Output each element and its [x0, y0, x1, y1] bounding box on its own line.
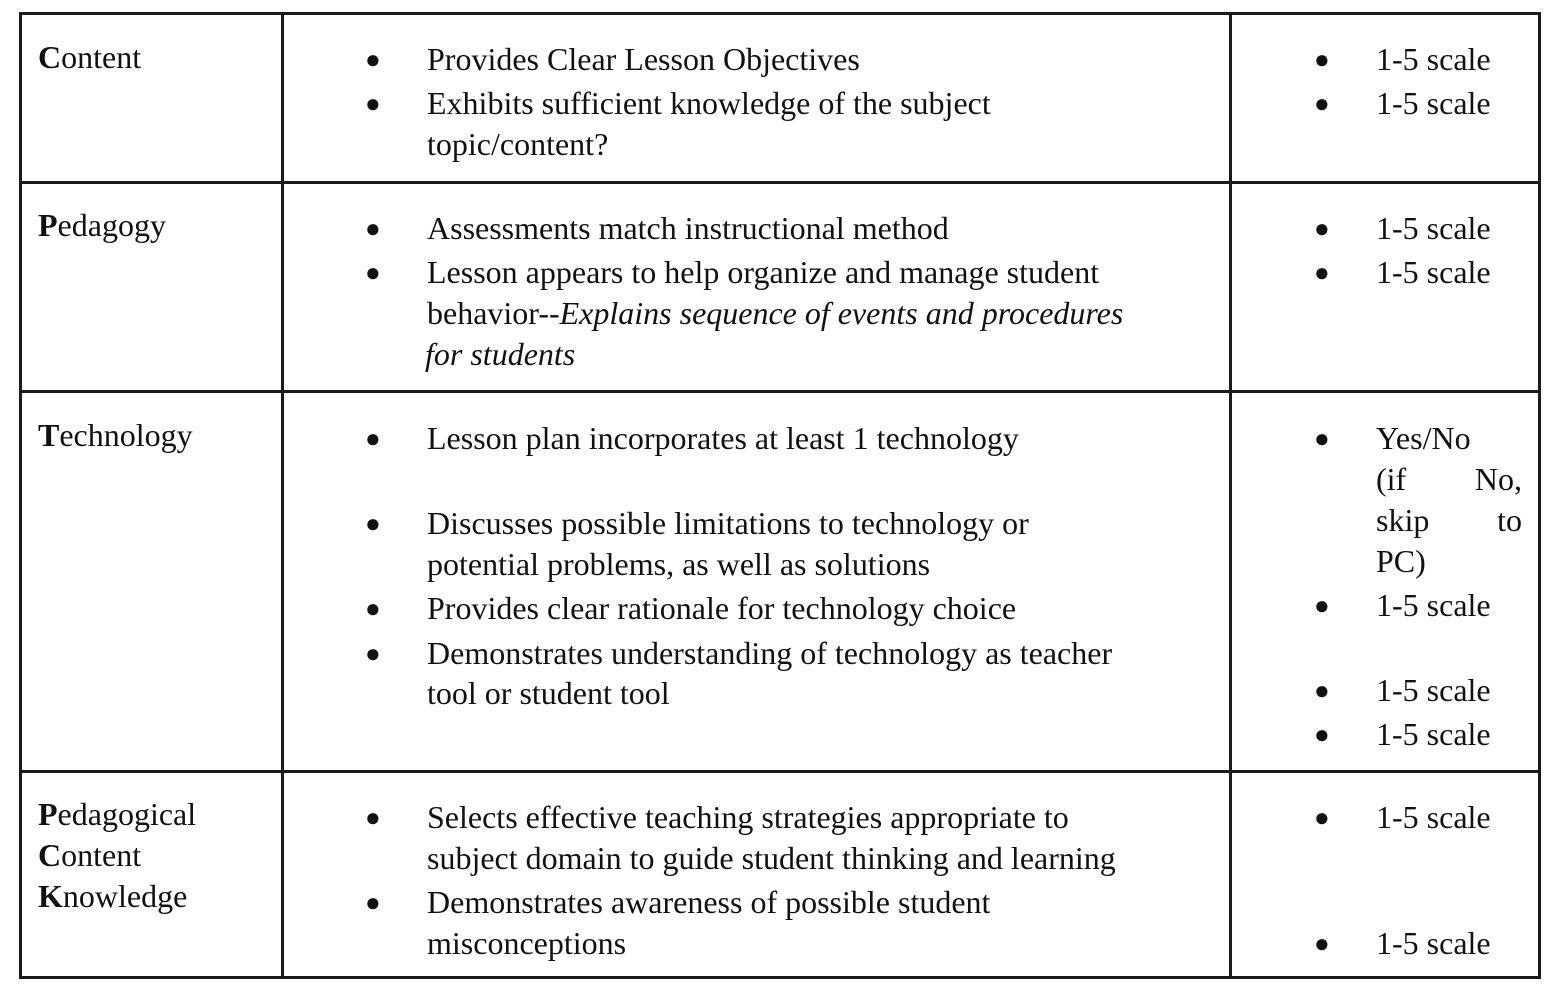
category-pedagogy: [38, 205, 278, 246]
scale-label: 1-5 scale: [1376, 85, 1491, 121]
bullet-icon: ●: [365, 639, 381, 668]
criterion: Lesson appears to help organize and manage student: [427, 254, 1100, 290]
criterion: Provides Clear Lesson Objectives: [427, 41, 860, 77]
category-technology: [38, 415, 278, 456]
bullet-icon: ●: [1314, 676, 1330, 705]
row-divider: [22, 770, 1538, 773]
scale-note: [1376, 459, 1522, 500]
bullet-icon: ●: [365, 803, 381, 832]
criterion: Selects effective teaching strategies appropriate to: [427, 799, 1069, 835]
bullet-icon: ●: [1314, 424, 1330, 453]
scale-note: PC): [1376, 543, 1426, 579]
bullet-icon: ●: [365, 45, 381, 74]
bullet-icon: ●: [365, 424, 381, 453]
bullet-icon: ●: [365, 509, 381, 538]
category-content: [38, 37, 278, 78]
scale-label: 1-5 scale: [1376, 925, 1491, 961]
scale-label: 1-5 scale: [1376, 672, 1491, 708]
bullet-icon: ●: [1314, 929, 1330, 958]
bullet-icon: ●: [365, 888, 381, 917]
category-line: [38, 835, 278, 876]
bullet-icon: ●: [1314, 45, 1330, 74]
scale-label: 1-5 scale: [1376, 716, 1491, 752]
row-divider: [22, 390, 1538, 393]
bullet-icon: ●: [1314, 803, 1330, 832]
category-line: [38, 794, 278, 835]
scale-label: 1-5 scale: [1376, 587, 1491, 623]
criterion-continued: subject domain to guide student thinking and learning: [427, 840, 1116, 876]
category-initial: K: [38, 878, 63, 914]
scale-label: 1-5 scale: [1376, 254, 1491, 290]
note-word: (if: [1376, 461, 1407, 497]
criterion-continued: potential problems, as well as solutions: [427, 546, 931, 582]
bullet-icon: ●: [365, 214, 381, 243]
criterion-italic: for students: [425, 336, 576, 372]
category-rest: nowledge: [62, 878, 188, 914]
criterion-continued: [427, 293, 1123, 334]
bullet-icon: ●: [1314, 89, 1330, 118]
category-rest: ontent: [61, 837, 142, 873]
criterion-italic: Explains sequence of events and procedures: [559, 295, 1124, 331]
scale-note: [1376, 500, 1522, 541]
bullet-icon: ●: [1314, 720, 1330, 749]
category-initial: P: [38, 796, 58, 832]
criterion-continued: misconceptions: [427, 925, 627, 961]
category-initial: P: [38, 207, 58, 243]
criterion-continued: topic/content?: [427, 126, 609, 162]
criterion: Provides clear rationale for technology choice: [427, 590, 1017, 626]
category-rest: ontent: [61, 39, 142, 75]
category-pck: [38, 794, 278, 917]
scale-label: 1-5 scale: [1376, 41, 1491, 77]
criterion: Discusses possible limitations to technology or: [427, 505, 1029, 541]
criterion: Lesson plan incorporates at least 1 technology: [427, 420, 1019, 456]
note-word: skip: [1376, 502, 1430, 538]
category-initial: T: [38, 417, 60, 453]
note-word: No,: [1474, 461, 1522, 497]
scale-label: 1-5 scale: [1376, 799, 1491, 835]
column-divider: [281, 15, 284, 976]
category-initial: C: [38, 837, 62, 873]
criterion: Exhibits sufficient knowledge of the subject: [427, 85, 991, 121]
bullet-icon: ●: [365, 594, 381, 623]
bullet-icon: ●: [1314, 258, 1330, 287]
column-divider: [1229, 15, 1232, 976]
category-line: [38, 876, 278, 917]
scale-label: Yes/No: [1376, 420, 1471, 456]
note-word: to: [1497, 502, 1522, 538]
bullet-icon: ●: [365, 258, 381, 287]
bullet-icon: ●: [1314, 591, 1330, 620]
criterion-continued: tool or student tool: [427, 675, 670, 711]
criterion: Assessments match instructional method: [427, 210, 949, 246]
criterion-plain: behavior--: [427, 295, 560, 331]
category-initial: C: [38, 39, 62, 75]
rubric-table: [19, 12, 1541, 979]
category-rest: edagogical: [57, 796, 197, 832]
scale-label: 1-5 scale: [1376, 210, 1491, 246]
row-divider: [22, 181, 1538, 184]
bullet-icon: ●: [365, 89, 381, 118]
bullet-icon: ●: [1314, 214, 1330, 243]
category-rest: edagogy: [57, 207, 166, 243]
criterion: Demonstrates awareness of possible student: [427, 884, 991, 920]
criterion: Demonstrates understanding of technology as teacher: [427, 635, 1113, 671]
category-rest: echnology: [59, 417, 193, 453]
